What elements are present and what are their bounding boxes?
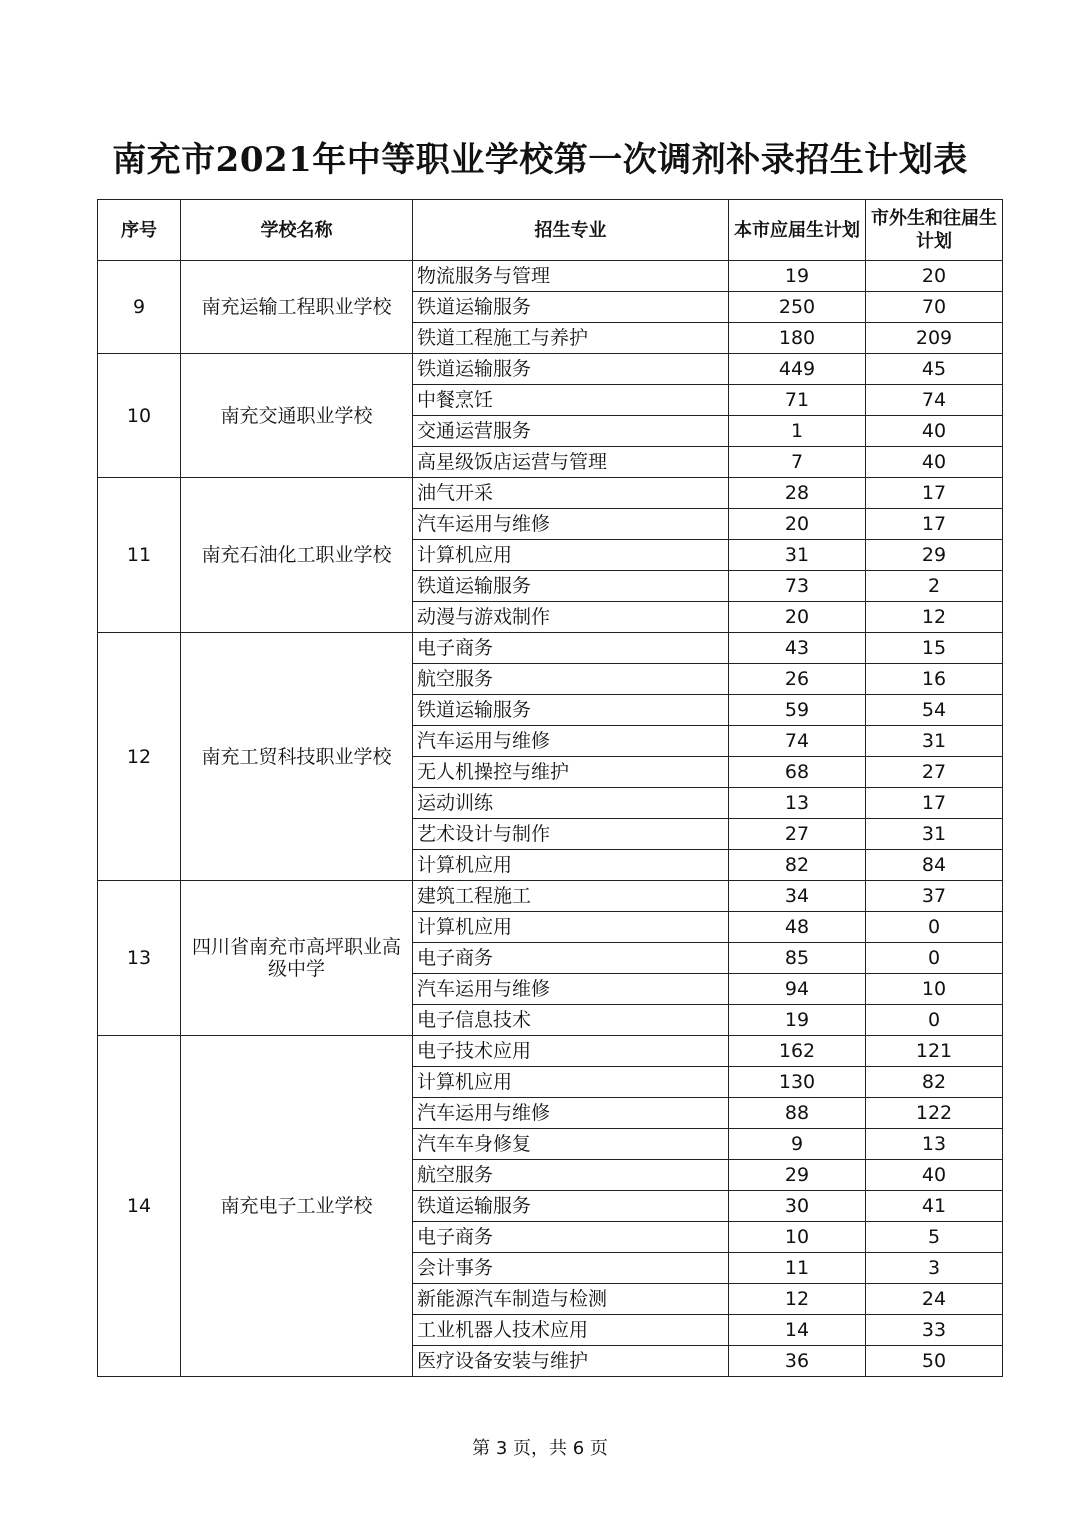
major-name: 动漫与游戏制作 xyxy=(413,602,729,633)
header-no: 序号 xyxy=(98,200,181,261)
major-name: 油气开采 xyxy=(413,478,729,509)
major-name: 航空服务 xyxy=(413,1160,729,1191)
nonlocal-plan-count: 33 xyxy=(866,1315,1003,1346)
major-name: 计算机应用 xyxy=(413,1067,729,1098)
major-name: 铁道运输服务 xyxy=(413,1191,729,1222)
nonlocal-plan-count: 74 xyxy=(866,385,1003,416)
local-plan-count: 30 xyxy=(729,1191,866,1222)
major-name: 会计事务 xyxy=(413,1253,729,1284)
local-plan-count: 11 xyxy=(729,1253,866,1284)
nonlocal-plan-count: 50 xyxy=(866,1346,1003,1377)
local-plan-count: 27 xyxy=(729,819,866,850)
table-row xyxy=(98,1036,1003,1067)
local-plan-count: 43 xyxy=(729,633,866,664)
nonlocal-plan-count: 82 xyxy=(866,1067,1003,1098)
major-name: 铁道运输服务 xyxy=(413,695,729,726)
local-plan-count: 82 xyxy=(729,850,866,881)
major-name: 铁道运输服务 xyxy=(413,571,729,602)
nonlocal-plan-count: 0 xyxy=(866,912,1003,943)
major-name: 汽车运用与维修 xyxy=(413,726,729,757)
major-name: 计算机应用 xyxy=(413,540,729,571)
nonlocal-plan-count: 10 xyxy=(866,974,1003,1005)
header-school-name: 学校名称 xyxy=(181,200,413,261)
major-name: 铁道运输服务 xyxy=(413,292,729,323)
local-plan-count: 74 xyxy=(729,726,866,757)
major-name: 物流服务与管理 xyxy=(413,261,729,292)
school-name: 南充工贸科技职业学校 xyxy=(181,633,413,881)
nonlocal-plan-count: 122 xyxy=(866,1098,1003,1129)
school-number: 14 xyxy=(98,1036,181,1377)
major-name: 航空服务 xyxy=(413,664,729,695)
major-name: 汽车运用与维修 xyxy=(413,1098,729,1129)
nonlocal-plan-count: 84 xyxy=(866,850,1003,881)
local-plan-count: 28 xyxy=(729,478,866,509)
nonlocal-plan-count: 45 xyxy=(866,354,1003,385)
local-plan-count: 71 xyxy=(729,385,866,416)
major-name: 运动训练 xyxy=(413,788,729,819)
major-name: 计算机应用 xyxy=(413,912,729,943)
major-name: 汽车运用与维修 xyxy=(413,509,729,540)
nonlocal-plan-count: 17 xyxy=(866,788,1003,819)
nonlocal-plan-count: 40 xyxy=(866,447,1003,478)
school-number: 13 xyxy=(98,881,181,1036)
school-name: 南充电子工业学校 xyxy=(181,1036,413,1377)
local-plan-count: 449 xyxy=(729,354,866,385)
table-row xyxy=(98,633,1003,664)
local-plan-count: 130 xyxy=(729,1067,866,1098)
local-plan-count: 26 xyxy=(729,664,866,695)
major-name: 交通运营服务 xyxy=(413,416,729,447)
nonlocal-plan-count: 37 xyxy=(866,881,1003,912)
nonlocal-plan-count: 24 xyxy=(866,1284,1003,1315)
local-plan-count: 180 xyxy=(729,323,866,354)
nonlocal-plan-count: 29 xyxy=(866,540,1003,571)
school-number: 12 xyxy=(98,633,181,881)
major-name: 汽车运用与维修 xyxy=(413,974,729,1005)
local-plan-count: 9 xyxy=(729,1129,866,1160)
local-plan-count: 88 xyxy=(729,1098,866,1129)
nonlocal-plan-count: 15 xyxy=(866,633,1003,664)
major-name: 工业机器人技术应用 xyxy=(413,1315,729,1346)
nonlocal-plan-count: 5 xyxy=(866,1222,1003,1253)
local-plan-count: 250 xyxy=(729,292,866,323)
major-name: 电子信息技术 xyxy=(413,1005,729,1036)
nonlocal-plan-count: 12 xyxy=(866,602,1003,633)
nonlocal-plan-count: 31 xyxy=(866,819,1003,850)
local-plan-count: 36 xyxy=(729,1346,866,1377)
school-number: 11 xyxy=(98,478,181,633)
local-plan-count: 94 xyxy=(729,974,866,1005)
local-plan-count: 85 xyxy=(729,943,866,974)
nonlocal-plan-count: 121 xyxy=(866,1036,1003,1067)
school-name: 南充运输工程职业学校 xyxy=(181,261,413,354)
school-number: 9 xyxy=(98,261,181,354)
page-footer: 第 3 页，共 6 页 xyxy=(472,1438,608,1459)
local-plan-count: 19 xyxy=(729,1005,866,1036)
major-name: 铁道运输服务 xyxy=(413,354,729,385)
nonlocal-plan-count: 16 xyxy=(866,664,1003,695)
local-plan-count: 19 xyxy=(729,261,866,292)
local-plan-count: 68 xyxy=(729,757,866,788)
table-row xyxy=(98,261,1003,292)
nonlocal-plan-count: 17 xyxy=(866,509,1003,540)
local-plan-count: 14 xyxy=(729,1315,866,1346)
nonlocal-plan-count: 17 xyxy=(866,478,1003,509)
header-local-plan: 本市应届生计划 xyxy=(729,200,866,261)
table-row xyxy=(98,354,1003,385)
nonlocal-plan-count: 209 xyxy=(866,323,1003,354)
school-number: 10 xyxy=(98,354,181,478)
local-plan-count: 73 xyxy=(729,571,866,602)
enrollment-plan-table xyxy=(97,199,1003,1377)
header-major: 招生专业 xyxy=(413,200,729,261)
major-name: 电子商务 xyxy=(413,633,729,664)
major-name: 高星级饭店运营与管理 xyxy=(413,447,729,478)
local-plan-count: 34 xyxy=(729,881,866,912)
local-plan-count: 12 xyxy=(729,1284,866,1315)
nonlocal-plan-count: 0 xyxy=(866,1005,1003,1036)
nonlocal-plan-count: 3 xyxy=(866,1253,1003,1284)
school-name: 南充交通职业学校 xyxy=(181,354,413,478)
nonlocal-plan-count: 54 xyxy=(866,695,1003,726)
local-plan-count: 31 xyxy=(729,540,866,571)
table-header-row xyxy=(98,200,1003,261)
table-row xyxy=(98,881,1003,912)
nonlocal-plan-count: 13 xyxy=(866,1129,1003,1160)
nonlocal-plan-count: 40 xyxy=(866,1160,1003,1191)
school-name: 南充石油化工职业学校 xyxy=(181,478,413,633)
nonlocal-plan-count: 41 xyxy=(866,1191,1003,1222)
local-plan-count: 29 xyxy=(729,1160,866,1191)
major-name: 汽车车身修复 xyxy=(413,1129,729,1160)
local-plan-count: 48 xyxy=(729,912,866,943)
page-title: 南充市2021年中等职业学校第一次调剂补录招生计划表 xyxy=(112,140,968,180)
nonlocal-plan-count: 31 xyxy=(866,726,1003,757)
local-plan-count: 59 xyxy=(729,695,866,726)
local-plan-count: 162 xyxy=(729,1036,866,1067)
major-name: 电子商务 xyxy=(413,943,729,974)
nonlocal-plan-count: 27 xyxy=(866,757,1003,788)
major-name: 艺术设计与制作 xyxy=(413,819,729,850)
major-name: 铁道工程施工与养护 xyxy=(413,323,729,354)
major-name: 新能源汽车制造与检测 xyxy=(413,1284,729,1315)
school-name: 四川省南充市高坪职业高级中学 xyxy=(181,881,413,1036)
major-name: 无人机操控与维护 xyxy=(413,757,729,788)
major-name: 建筑工程施工 xyxy=(413,881,729,912)
nonlocal-plan-count: 20 xyxy=(866,261,1003,292)
local-plan-count: 13 xyxy=(729,788,866,819)
table-row xyxy=(98,478,1003,509)
major-name: 中餐烹饪 xyxy=(413,385,729,416)
local-plan-count: 20 xyxy=(729,602,866,633)
major-name: 电子技术应用 xyxy=(413,1036,729,1067)
local-plan-count: 7 xyxy=(729,447,866,478)
major-name: 电子商务 xyxy=(413,1222,729,1253)
local-plan-count: 1 xyxy=(729,416,866,447)
nonlocal-plan-count: 40 xyxy=(866,416,1003,447)
major-name: 计算机应用 xyxy=(413,850,729,881)
nonlocal-plan-count: 2 xyxy=(866,571,1003,602)
nonlocal-plan-count: 0 xyxy=(866,943,1003,974)
nonlocal-plan-count: 70 xyxy=(866,292,1003,323)
local-plan-count: 10 xyxy=(729,1222,866,1253)
header-nonlocal-plan: 市外生和往届生计划 xyxy=(866,200,1003,261)
local-plan-count: 20 xyxy=(729,509,866,540)
major-name: 医疗设备安装与维护 xyxy=(413,1346,729,1377)
